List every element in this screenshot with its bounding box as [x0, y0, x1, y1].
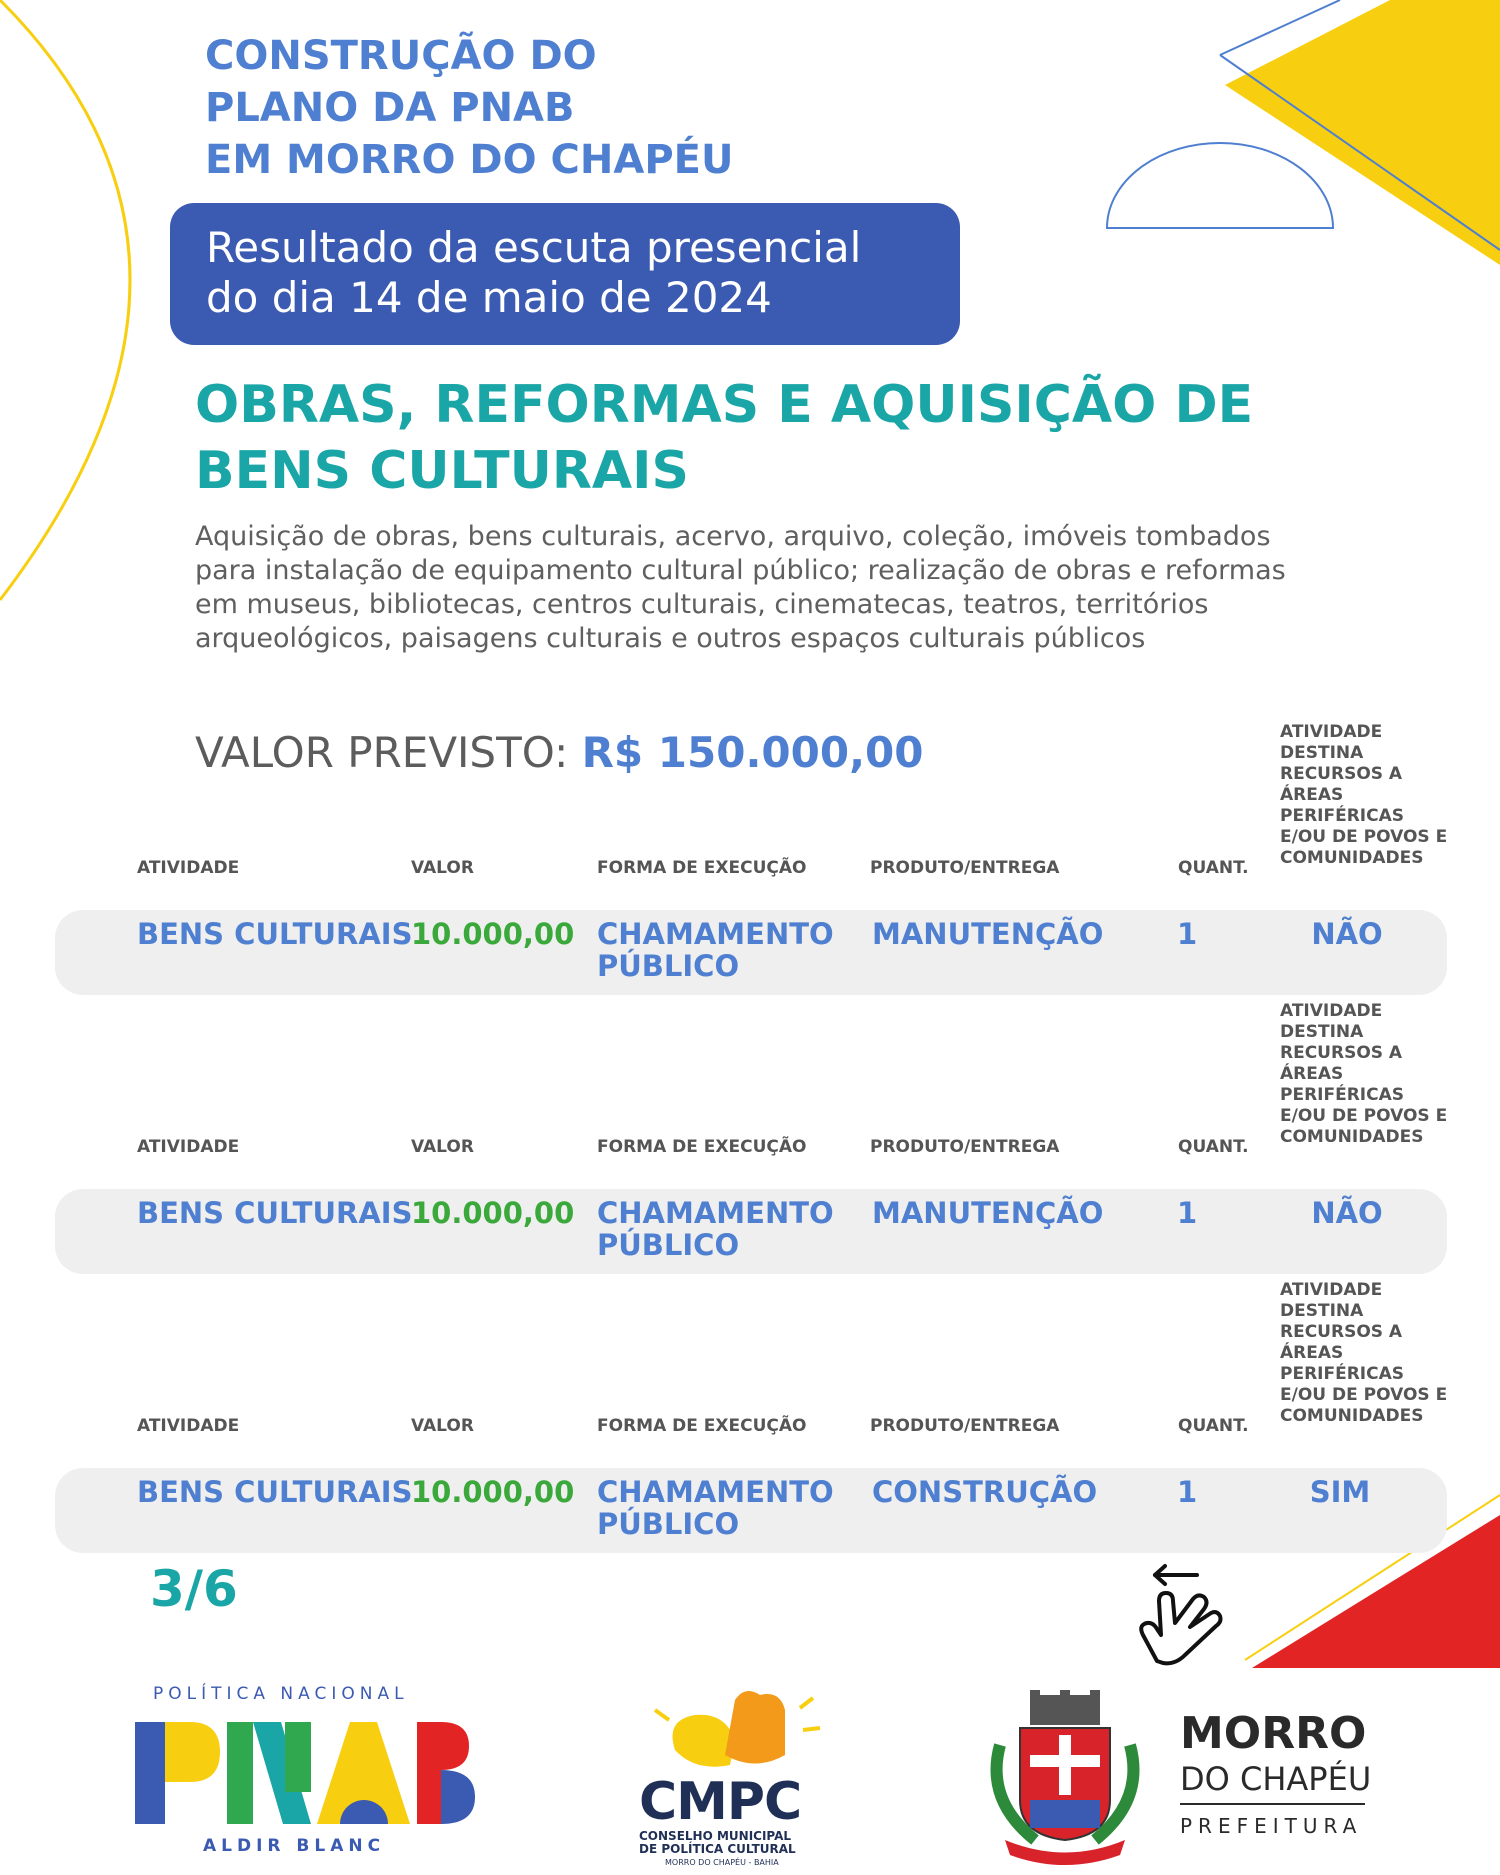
row-forma: [597, 1197, 834, 1261]
row-atividade: BENS CULTURAIS: [137, 1196, 413, 1230]
section-title-line: BENS CULTURAIS: [195, 441, 689, 501]
row-periferia: SIM: [1309, 1475, 1371, 1509]
header-atividade: ATIVIDADE: [137, 1137, 240, 1157]
row-valor: 10.000,00: [411, 1475, 575, 1509]
row-forma: [597, 1476, 834, 1540]
header-periferia-line: RECURSOS A: [1280, 1043, 1403, 1063]
row-forma-line: CHAMAMENTO: [597, 917, 834, 951]
row-produto: MANUTENÇÃO: [872, 917, 1104, 951]
header-atividade: ATIVIDADE: [137, 858, 240, 878]
header-periferia-line: E/OU DE POVOS E: [1280, 1106, 1448, 1126]
row-valor: 10.000,00: [411, 1196, 575, 1230]
cmpc-subtitle-line: DE POLÍTICA CULTURAL: [639, 1842, 796, 1856]
header-periferia-line: E/OU DE POVOS E: [1280, 827, 1448, 847]
header-periferia-line: ATIVIDADE: [1280, 1280, 1383, 1300]
description-line: em museus, bibliotecas, centros culturais, cinematecas, teatros, territórios: [195, 589, 1209, 620]
left-arc-decoration: [0, 0, 130, 600]
header-periferia-line: RECURSOS A: [1280, 764, 1403, 784]
row-atividade: BENS CULTURAIS: [137, 917, 413, 951]
row-forma-line: CHAMAMENTO: [597, 1196, 834, 1230]
valor-amount: R$ 150.000,00: [581, 728, 924, 777]
header-periferia-line: E/OU DE POVOS E: [1280, 1385, 1448, 1405]
yellow-triangle-decoration: [1225, 0, 1500, 265]
row-quant: 1: [1177, 917, 1198, 951]
header-periferia-line: DESTINA: [1280, 743, 1364, 763]
row-produto: CONSTRUÇÃO: [872, 1475, 1098, 1509]
city-seal-icon: [975, 1690, 1155, 1865]
prefeitura-city-line2: DO CHAPÉU: [1180, 1760, 1372, 1798]
row-forma-line: PÚBLICO: [597, 1228, 740, 1262]
prefeitura-label: PREFEITURA: [1180, 1814, 1363, 1838]
banner-line: do dia 14 de maio de 2024: [206, 273, 772, 322]
header-periferia: [1280, 1280, 1470, 1427]
row-forma-line: CHAMAMENTO: [597, 1475, 834, 1509]
cmpc-name: CMPC: [639, 1772, 802, 1832]
header-valor: VALOR: [411, 1137, 474, 1157]
header-periferia-line: ÁREAS: [1280, 1064, 1344, 1084]
description-line: Aquisição de obras, bens culturais, acervo, arquivo, coleção, imóveis tombados: [195, 521, 1271, 552]
header-produto: PRODUTO/ENTREGA: [870, 1416, 1060, 1436]
header-quant: QUANT.: [1178, 1416, 1249, 1436]
header-periferia-line: PERIFÉRICAS: [1280, 1364, 1405, 1384]
row-valor: 10.000,00: [411, 917, 575, 951]
header-quant: QUANT.: [1178, 1137, 1249, 1157]
cmpc-place: MORRO DO CHAPÉU - BAHIA: [665, 1858, 779, 1867]
header-periferia-line: PERIFÉRICAS: [1280, 1085, 1405, 1105]
row-produto: MANUTENÇÃO: [872, 1196, 1104, 1230]
header-periferia-line: ATIVIDADE: [1280, 1001, 1383, 1021]
row-periferia: NÃO: [1311, 917, 1383, 951]
header-periferia: [1280, 1001, 1470, 1148]
section-description: [195, 520, 1345, 656]
valor-previsto: [195, 728, 923, 777]
cmpc-subtitle-line: CONSELHO MUNICIPAL: [639, 1829, 792, 1843]
header-periferia-line: RECURSOS A: [1280, 1322, 1403, 1342]
description-line: arqueológicos, paisagens culturais e outros espaços culturais públicos: [195, 623, 1146, 654]
header-atividade: ATIVIDADE: [137, 1416, 240, 1436]
header-title-line: CONSTRUÇÃO DO: [205, 33, 597, 79]
prefeitura-logo: [975, 1690, 1405, 1865]
cmpc-subtitle: [639, 1830, 796, 1856]
header-periferia-line: COMUNIDADES: [1280, 1127, 1424, 1147]
header-periferia-line: COMUNIDADES: [1280, 848, 1424, 868]
prefeitura-city-line1: MORRO: [1180, 1708, 1367, 1759]
header-periferia: [1280, 722, 1470, 869]
header-forma: FORMA DE EXECUÇÃO: [597, 1416, 807, 1436]
header-valor: VALOR: [411, 1416, 474, 1436]
header-forma: FORMA DE EXECUÇÃO: [597, 858, 807, 878]
row-forma: [597, 918, 834, 982]
header-periferia-line: ATIVIDADE: [1280, 722, 1383, 742]
description-line: para instalação de equipamento cultural público; realização de obras e reformas: [195, 555, 1286, 586]
valor-label: VALOR PREVISTO:: [195, 728, 569, 777]
header-title: [205, 30, 965, 186]
section-title: [195, 372, 1345, 504]
header-periferia-line: ÁREAS: [1280, 785, 1344, 805]
row-forma-line: PÚBLICO: [597, 949, 740, 983]
header-produto: PRODUTO/ENTREGA: [870, 1137, 1060, 1157]
pnab-logo-bottom: ALDIR BLANC: [203, 1836, 386, 1856]
row-quant: 1: [1177, 1475, 1198, 1509]
pnab-logo: [135, 1680, 475, 1860]
header-periferia-line: PERIFÉRICAS: [1280, 806, 1405, 826]
row-quant: 1: [1177, 1196, 1198, 1230]
pnab-logo-top: POLÍTICA NACIONAL: [153, 1684, 409, 1704]
row-forma-line: PÚBLICO: [597, 1507, 740, 1541]
header-periferia-line: DESTINA: [1280, 1301, 1364, 1321]
banner-line: Resultado da escuta presencial: [206, 223, 862, 272]
cmpc-logo: [635, 1680, 825, 1867]
swipe-left-hand-icon[interactable]: [1135, 1563, 1225, 1673]
header-produto: PRODUTO/ENTREGA: [870, 858, 1060, 878]
prefeitura-divider: [1180, 1803, 1365, 1805]
cmpc-hands-icon: [635, 1680, 825, 1775]
page-indicator: 3/6: [150, 1560, 238, 1618]
header-quant: QUANT.: [1178, 858, 1249, 878]
section-title-line: OBRAS, REFORMAS E AQUISIÇÃO DE: [195, 375, 1254, 435]
header-periferia-line: ÁREAS: [1280, 1343, 1344, 1363]
header-valor: VALOR: [411, 858, 474, 878]
header-periferia-line: COMUNIDADES: [1280, 1406, 1424, 1426]
pnab-logo-mark: [135, 1714, 475, 1834]
header-title-line: EM MORRO DO CHAPÉU: [205, 137, 734, 183]
semicircle-decoration: [1107, 143, 1333, 228]
row-periferia: NÃO: [1311, 1196, 1383, 1230]
row-atividade: BENS CULTURAIS: [137, 1475, 413, 1509]
header-title-line: PLANO DA PNAB: [205, 85, 575, 131]
header-periferia-line: DESTINA: [1280, 1022, 1364, 1042]
result-banner: [170, 203, 960, 345]
header-forma: FORMA DE EXECUÇÃO: [597, 1137, 807, 1157]
